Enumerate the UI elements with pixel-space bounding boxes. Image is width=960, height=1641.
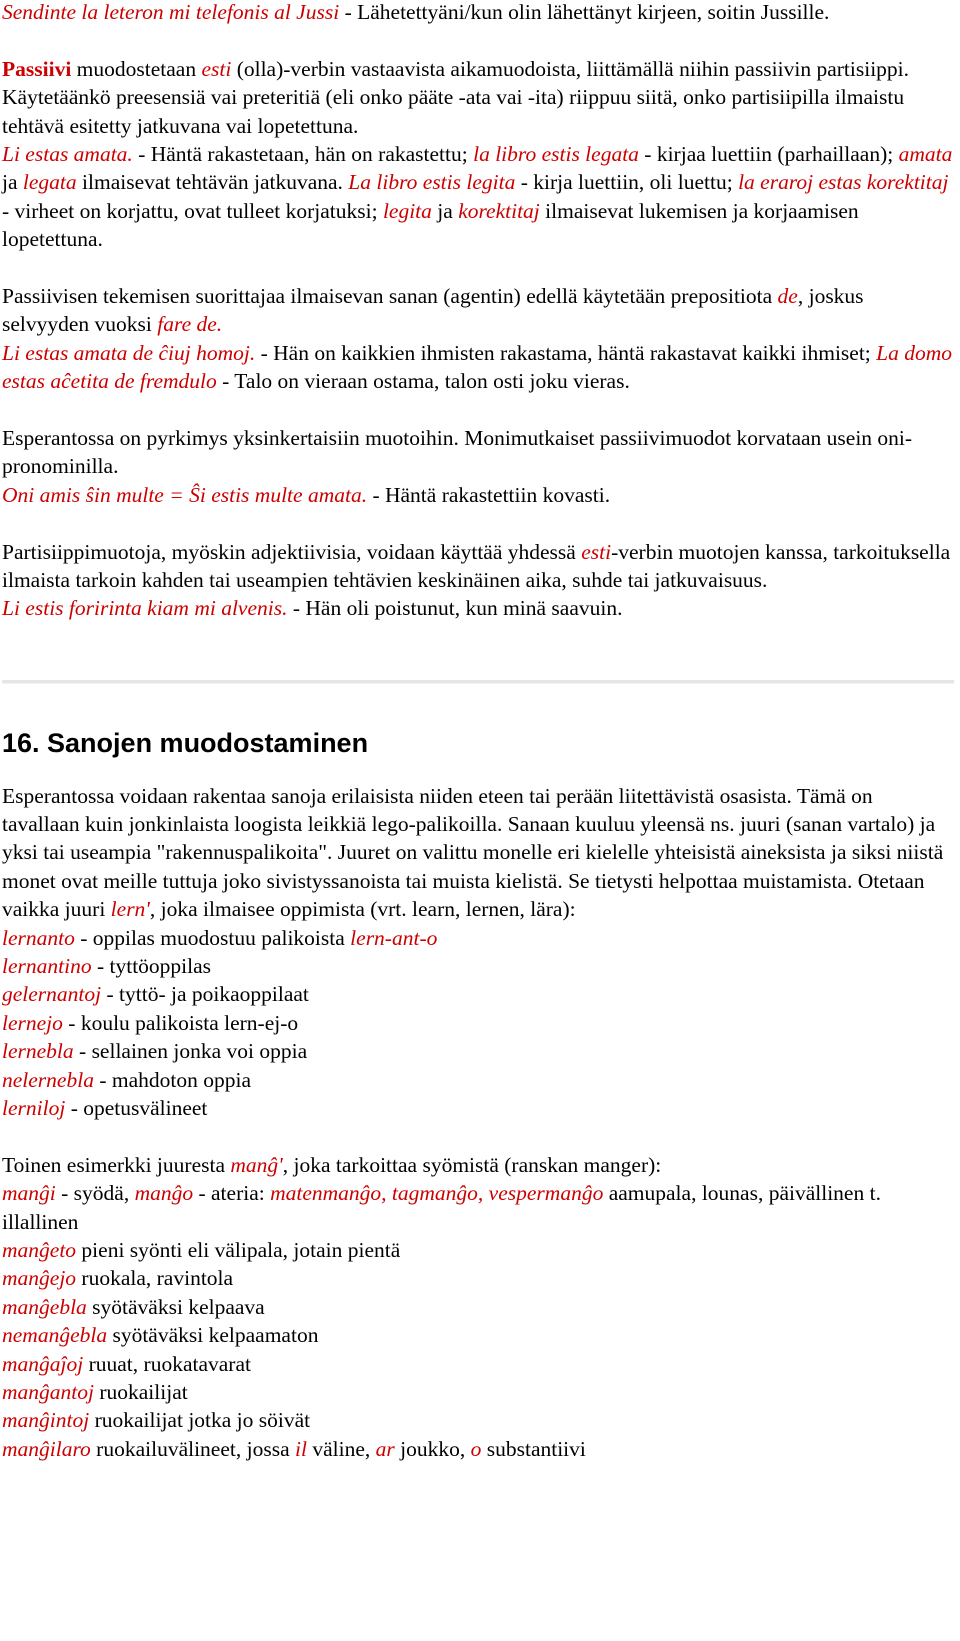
section-heading: 16. Sanojen muodostaminen [2,728,369,759]
body-text: - tyttöoppilas [91,954,212,978]
paragraph-gap [2,254,954,282]
text-line [2,424,954,481]
body-text: - Häntä rakastettiin kovasti. [367,482,611,507]
text-line [2,1151,954,1179]
body-text: ruokailijat [93,1380,188,1405]
text-line [2,980,954,1008]
body-text: - oppilas muodostuu palikoista [74,925,351,950]
body-text: Esperantossa on pyrkimys yksinkertaisiin muotoihin. Monimutkaiset passiivimuodot korvataan usein oni-pronominilla. [2,426,913,479]
esperanto-example: legita [382,198,432,223]
body-text: pieni syönti eli välipala, jotain pientä [76,1238,401,1263]
text-line [2,481,954,509]
paragraph [2,1151,954,1463]
esperanto-example: lern' [110,897,150,922]
esperanto-example: manĝ' [230,1152,283,1177]
paragraph-gap [2,26,954,54]
text-line [2,1179,954,1236]
text-line [2,339,954,396]
body-text: ja [431,198,459,223]
body-text: - kirjaa luettiin (parhaillaan); [638,142,899,167]
body-text: - syödä, [55,1181,135,1206]
body-text: ilmaisevat lukemisen ja korjaamisen lopetettuna. [2,198,859,252]
body-text: ruokailuvälineet, jossa [90,1436,295,1461]
body-text: - ateria: [193,1181,271,1206]
body-text: - Lähetettyäni/kun olin lähettänyt kirjeen, soitin Jussille. [339,0,830,24]
text-line [2,1293,954,1321]
esperanto-example: manĝantoj [2,1380,94,1405]
body-text: väline, [306,1436,376,1461]
esperanto-example: esti [201,56,232,81]
text-line [2,952,954,980]
body-text: syötäväksi kelpaamaton [107,1323,319,1348]
esperanto-example: lernantino [2,954,92,978]
text-line [2,55,954,140]
paragraph [2,782,954,1123]
body-text: Toinen esimerkki juuresta [2,1152,231,1177]
body-text: ja [2,170,23,195]
esperanto-example: lern-ant-o [350,925,438,950]
text-line [2,782,954,924]
esperanto-example: lernejo [2,1010,63,1035]
esperanto-example: matenmanĝo, tagmanĝo, vespermanĝo [270,1181,604,1206]
esperanto-example: gelernantoj [2,982,102,1007]
text-line [2,1406,954,1434]
esperanto-example: il [295,1436,307,1461]
body-text: (olla)-verbin vastaavista aikamuodoista, liittämällä niihin passiivin partisiippi. Käytetäänkö preesensiä vai preteritiä (eli onko pääte -ata vai -ita) riippuu siitä, onko partisiipilla ilmaistu tehtävä esitetty jatkuvana vai lopetettuna. [2,56,910,138]
paragraph-gap [2,509,954,537]
body-text: - Talo on vieraan ostama, talon osti joku vieras. [216,369,630,394]
spacer [2,684,954,727]
body-text: , joskus selvyyden vuoksi [2,284,864,337]
text-line [2,1435,954,1463]
text-line [2,1037,954,1065]
paragraph [2,282,954,396]
esperanto-example: de [777,284,798,309]
body-text: - mahdoton oppia [93,1067,251,1092]
esperanto-example: manĝilaro [2,1436,91,1461]
esperanto-example: manĝaĵoj [2,1351,84,1376]
text-line [2,282,954,339]
esperanto-example: lernanto [2,925,75,950]
text-line [2,1350,954,1378]
esperanto-example: korektitaj [458,198,540,223]
text-line [2,1321,954,1349]
text-line [2,1264,954,1292]
paragraph [2,424,954,509]
esperanto-example: lerniloj [2,1096,66,1121]
body-text: , joka ilmaisee oppimista (vrt. learn, lernen, lära): [149,897,576,922]
body-text: - Hän on kaikkien ihmisten rakastama, häntä rakastavat kaikki ihmiset; [255,340,877,365]
paragraph [2,0,954,26]
body-text: - tyttö- ja poikaoppilaat [101,982,309,1007]
esperanto-example: nelernebla [2,1067,94,1092]
esperanto-example: manĝi [2,1181,56,1206]
paragraph [2,538,954,623]
esperanto-example: nemanĝebla [2,1323,108,1348]
body-text: -verbin muotojen kanssa, tarkoituksella ilmaista tarkoin kahden tai useampien tehtävien keskinäinen aika, suhde tai jatkuvaisuus. [2,539,951,593]
esperanto-example: manĝeto [2,1238,77,1263]
body-text: ilmaisevat tehtävän jatkuvana. [76,170,349,195]
text-line [2,1094,954,1122]
esperanto-example: ar [375,1436,395,1461]
body-text: joukko, [394,1436,471,1461]
text-line [2,1009,954,1037]
esperanto-example: o [470,1436,482,1461]
esperanto-example: manĝejo [2,1266,77,1291]
body-text: - kirja luettiin, oli luettu; [515,170,739,195]
body-text: ruuat, ruokatavarat [83,1351,251,1376]
esperanto-example: Li estas amata de ĉiuj homoj. [2,340,256,365]
body-text: - opetusvälineet [65,1096,208,1121]
esperanto-example: La libro estis legita [348,170,516,195]
body-text: muodostetaan [71,56,202,81]
esperanto-example: manĝebla [2,1294,87,1319]
esperanto-example: amata [898,142,953,167]
esperanto-example: manĝo [134,1181,194,1206]
document-body [2,0,954,1463]
esperanto-example: manĝintoj [2,1408,90,1433]
term-keyword: Passiivi [2,56,72,81]
paragraph-gap [2,1122,954,1150]
esperanto-example: la eraroj estas korektitaj [738,170,949,195]
body-text: Passiivisen tekemisen suorittajaa ilmaisevan sanan (agentin) edellä käytetään prepositiota [2,284,778,309]
spacer [2,760,954,781]
paragraph [2,55,954,254]
body-text: - virheet on korjattu, ovat tulleet korjatuksi; [2,198,383,223]
body-text: Esperantossa voidaan rakentaa sanoja erilaisista niiden eteen tai perään liitettävistä osasista. Tämä on tavallaan kuin jonkinlaista loogista leikkiä lego-palikoilla. Sanaan kuuluu yleensä ns. juuri (sanan vartalo) ja yksi tai useampia "rakennuspalikoita". Juuret on valittu monelle eri kielelle yhteisistä aineksista ja siksi niistä monet ovat meille tuttuja joko sivistyssanoista tai muista kielistä. Se tietysti helpottaa muistamista. Otetaan vaikka juuri [2,783,944,922]
esperanto-example: Li estas amata. [2,142,133,167]
text-line [2,0,954,26]
esperanto-example: lernebla [2,1039,74,1064]
esperanto-example: esti [581,539,612,564]
esperanto-example: . [216,312,223,337]
esperanto-example: Oni amis ŝin multe = Ŝi estis multe amata. [2,482,368,507]
esperanto-example: legata [22,170,77,195]
esperanto-example: fare de [157,312,217,337]
body-text: - koulu palikoista lern-ej-o [62,1010,299,1035]
body-text: ruokailijat jotka jo söivät [89,1408,311,1433]
body-text: Partisiippimuotoja, myöskin adjektiivisia, voidaan käyttää yhdessä [2,539,582,564]
text-line [2,140,954,254]
body-text: - Hän oli poistunut, kun minä saavuin. [287,596,623,621]
spacer [2,623,954,680]
esperanto-example: la libro estis legata [473,142,639,167]
body-text: substantiivi [481,1436,586,1461]
paragraph-gap [2,396,954,424]
text-line [2,1066,954,1094]
text-line [2,594,954,622]
body-text: ruokala, ravintola [76,1266,234,1291]
text-line [2,1378,954,1406]
body-text: aamupala, lounas, päivällinen t. illallinen [2,1181,881,1234]
text-line [2,1236,954,1264]
esperanto-example: Sendinte la leteron mi telefonis al Jussi [2,0,340,24]
body-text: syötäväksi kelpaava [86,1294,265,1319]
text-line [2,538,954,595]
body-text: , joka tarkoittaa syömistä (ranskan manger): [282,1152,662,1177]
body-text: - Häntä rakastetaan, hän on rakastettu; [132,142,474,167]
esperanto-example: La domo estas aĉetita de fremdulo [2,340,953,394]
text-line [2,924,954,952]
body-text: - sellainen jonka voi oppia [73,1039,308,1064]
esperanto-example: Li estis foririnta kiam mi alvenis. [2,596,288,621]
